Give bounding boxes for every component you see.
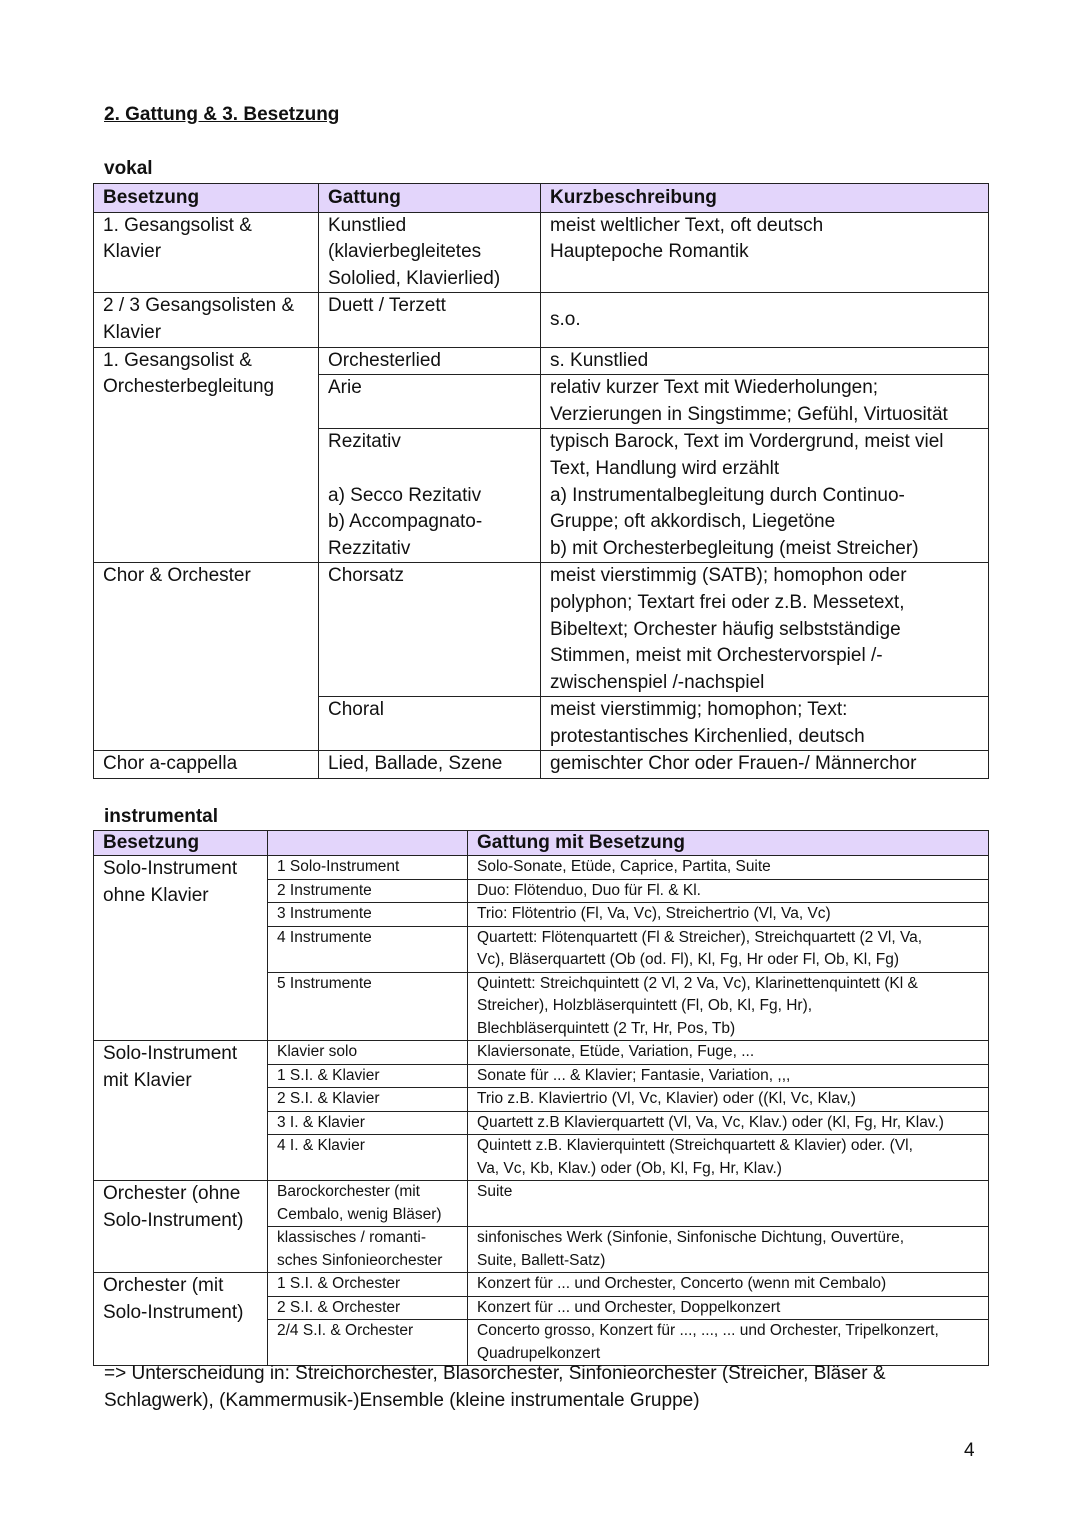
besetzung-cell: Orchester (mit Solo-Instrument)	[94, 1273, 268, 1366]
gattung-cell: Klaviersonate, Etüde, Variation, Fuge, ...	[468, 1041, 989, 1065]
table-row	[94, 293, 989, 347]
gattung-cell: Suite	[468, 1181, 989, 1227]
description-cell: gemischter Chor oder Frauen-/ Männerchor	[541, 751, 989, 779]
header-besetzung: Besetzung	[94, 831, 268, 856]
section-heading: 2. Gattung & 3. Besetzung	[104, 104, 340, 125]
instrumental-label: instrumental	[104, 806, 219, 827]
besetzung-cell: Chor a-cappella	[94, 751, 319, 779]
gattung-cell: Duo: Flötenduo, Duo für Fl. & Kl.	[468, 879, 989, 903]
besetzung-cell: Orchester (ohne Solo-Instrument)	[94, 1181, 268, 1273]
besetzung-cell: Chor & Orchester	[94, 563, 319, 751]
table-row	[94, 856, 989, 880]
besetzung-cell: 1. Gesangsolist & Orchesterbegleitung	[94, 347, 319, 563]
table-row	[94, 347, 989, 375]
table-row	[94, 1273, 989, 1297]
gattung-cell: Arie	[319, 375, 541, 429]
subgroup-cell: 3 I. & Klavier	[268, 1111, 468, 1135]
header-gattung: Gattung	[319, 184, 541, 213]
table-row	[94, 1041, 989, 1065]
gattung-cell: Lied, Ballade, Szene	[319, 751, 541, 779]
gattung-cell: Quintett z.B. Klavierquintett (Streichquartett & Klavier) oder. (Vl, Va, Vc, Kb, Klav.) oder (Ob, Kl, Fg, Hr, Klav.)	[468, 1135, 989, 1181]
subgroup-cell: 2 Instrumente	[268, 879, 468, 903]
gattung-cell: Quartett z.B Klavierquartett (Vl, Va, Vc, Klav.) oder (Kl, Fg, Hr, Klav.)	[468, 1111, 989, 1135]
gattung-cell: Duett / Terzett	[319, 293, 541, 347]
subgroup-cell: 2/4 S.I. & Orchester	[268, 1320, 468, 1366]
table-row	[94, 1181, 989, 1227]
subgroup-cell: 2 S.I. & Klavier	[268, 1088, 468, 1112]
subgroup-cell: 4 Instrumente	[268, 926, 468, 972]
subgroup-cell: 1 S.I. & Orchester	[268, 1273, 468, 1297]
subgroup-cell: klassisches / romanti- sches Sinfonieorchester	[268, 1227, 468, 1273]
description-cell: meist vierstimmig; homophon; Text: protestantisches Kirchenlied, deutsch	[541, 697, 989, 751]
header-subgroup	[268, 831, 468, 856]
page-number: 4	[964, 1440, 975, 1461]
besetzung-cell: Solo-Instrument ohne Klavier	[94, 856, 268, 1041]
header-besetzung: Besetzung	[94, 184, 319, 213]
besetzung-cell: 2 / 3 Gesangsolisten & Klavier	[94, 293, 319, 347]
vocal-table	[93, 183, 989, 779]
subgroup-cell: 3 Instrumente	[268, 903, 468, 927]
table-row	[94, 212, 989, 293]
subgroup-cell: Barockorchester (mit Cembalo, wenig Bläser)	[268, 1181, 468, 1227]
gattung-cell: Konzert für ... und Orchester, Concerto (wenn mit Cembalo)	[468, 1273, 989, 1297]
subgroup-cell: 2 S.I. & Orchester	[268, 1296, 468, 1320]
table-header-row	[94, 831, 989, 856]
header-gattung-mit-besetzung: Gattung mit Besetzung	[468, 831, 989, 856]
description-cell: typisch Barock, Text im Vordergrund, meist viel Text, Handlung wird erzählt a) Instrumentalbegleitung durch Continuo- Gruppe; oft akkordisch, Liegetöne b) mit Orchesterbegleitung (meist Streicher)	[541, 429, 989, 563]
subgroup-cell: 5 Instrumente	[268, 972, 468, 1041]
gattung-cell: Trio z.B. Klaviertrio (Vl, Vc, Klavier) oder ((Kl, Vc, Klav,)	[468, 1088, 989, 1112]
footnote: => Unterscheidung in: Streichorchester, Blasorchester, Sinfonieorchester (Streicher, Bläser & Schlagwerk), (Kammermusik-)Ensemble (kleine instrumentale Gruppe)	[104, 1363, 886, 1411]
header-kurzbeschreibung: Kurzbeschreibung	[541, 184, 989, 213]
table-header-row	[94, 184, 989, 213]
gattung-cell: Solo-Sonate, Etüde, Caprice, Partita, Suite	[468, 856, 989, 880]
gattung-cell: Rezitativ a) Secco Rezitativ b) Accompagnato- Rezzitativ	[319, 429, 541, 563]
description-cell: meist weltlicher Text, oft deutsch Hauptepoche Romantik	[541, 212, 989, 293]
table-row	[94, 751, 989, 779]
gattung-cell: Konzert für ... und Orchester, Doppelkonzert	[468, 1296, 989, 1320]
description-cell: s.o.	[541, 293, 989, 347]
gattung-cell: Concerto grosso, Konzert für ..., ..., ... und Orchester, Tripelkonzert, Quadrupelkonzert	[468, 1320, 989, 1366]
subgroup-cell: Klavier solo	[268, 1041, 468, 1065]
gattung-cell: Orchesterlied	[319, 347, 541, 375]
description-cell: s. Kunstlied	[541, 347, 989, 375]
gattung-cell: Kunstlied (klavierbegleitetes Sololied, Klavierlied)	[319, 212, 541, 293]
besetzung-cell: 1. Gesangsolist & Klavier	[94, 212, 319, 293]
description-cell: relativ kurzer Text mit Wiederholungen; Verzierungen in Singstimme; Gefühl, Virtuosität	[541, 375, 989, 429]
gattung-cell: Sonate für ... & Klavier; Fantasie, Variation, ,,,	[468, 1064, 989, 1088]
gattung-cell: Quartett: Flötenquartett (Fl & Streicher), Streichquartett (2 Vl, Va, Vc), Bläserquartett (Ob (od. Fl), Kl, Fg, Hr oder Fl, Ob, Kl, Fg)	[468, 926, 989, 972]
subgroup-cell: 4 I. & Klavier	[268, 1135, 468, 1181]
subgroup-cell: 1 S.I. & Klavier	[268, 1064, 468, 1088]
besetzung-cell: Solo-Instrument mit Klavier	[94, 1041, 268, 1181]
gattung-cell: sinfonisches Werk (Sinfonie, Sinfonische Dichtung, Ouvertüre, Suite, Ballett-Satz)	[468, 1227, 989, 1273]
subgroup-cell: 1 Solo-Instrument	[268, 856, 468, 880]
gattung-cell: Quintett: Streichquintett (2 Vl, 2 Va, Vc), Klarinettenquintett (Kl & Streicher), Holzbläserquintett (Fl, Ob, Kl, Fg, Hr), Blechbläserquintett (2 Tr, Hr, Pos, Tb)	[468, 972, 989, 1041]
gattung-cell: Choral	[319, 697, 541, 751]
vocal-label: vokal	[104, 158, 153, 179]
description-cell: meist vierstimmig (SATB); homophon oder polyphon; Textart frei oder z.B. Messetext, Bibeltext; Orchester häufig selbstständige Stimmen, meist mit Orchestervorspiel /- zwischenspiel /-nachspiel	[541, 563, 989, 697]
table-row	[94, 563, 989, 697]
instrumental-table	[93, 830, 989, 1366]
gattung-cell: Chorsatz	[319, 563, 541, 697]
gattung-cell: Trio: Flötentrio (Fl, Va, Vc), Streichertrio (Vl, Va, Vc)	[468, 903, 989, 927]
